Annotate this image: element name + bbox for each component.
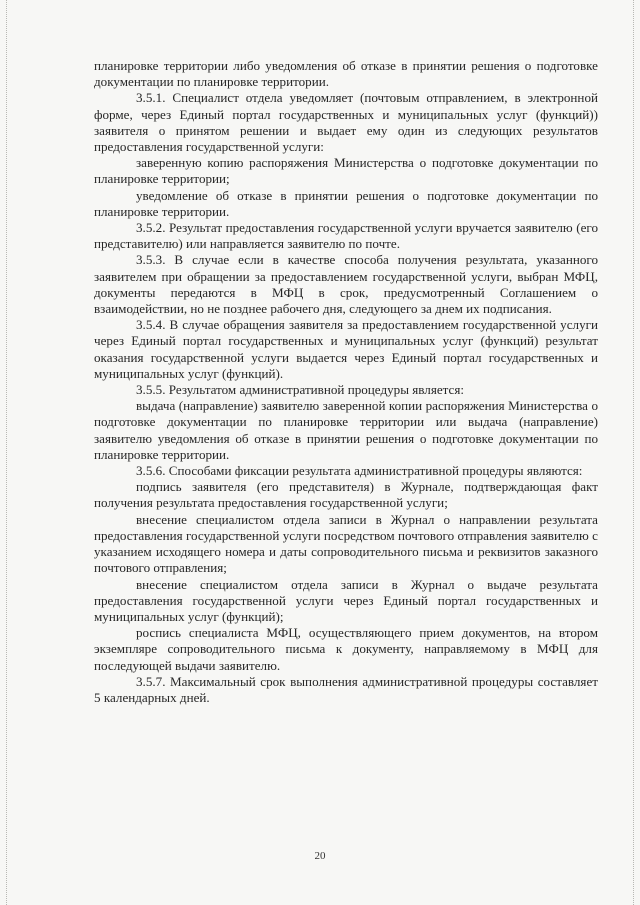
paragraph-signature: подпись заявителя (его представителя) в Журнале, подтверждающая факт получения результата предоставления государственной услуги;	[94, 479, 598, 511]
paragraph-3-5-4: 3.5.4. В случае обращения заявителя за предоставлением государственной услуги через Единый портал государственных и муниципальных услуг (функций) результат оказания государственной услуги выдается через Единый портал государственных и муниципальных услуг (функций).	[94, 317, 598, 381]
paragraph-journal-portal: внесение специалистом отдела записи в Журнал о выдаче результата предоставления государственной услуги через Единый портал государственных и муниципальных услуг (функций);	[94, 576, 598, 624]
paragraph-mfc-signature: роспись специалиста МФЦ, осуществляющего прием документов, на втором экземпляре сопроводительного письма к документу, направляемому в МФЦ для последующей выдачи заявителю.	[94, 625, 598, 673]
paragraph-issuance: выдача (направление) заявителю заверенной копии распоряжения Министерства о подготовке документации по планировке территории или выдача (направление) заявителю уведомления об отказе в принятии решения о подготовке документации по планировке территории.	[94, 398, 598, 462]
paragraph-3-5-5: 3.5.5. Результатом административной процедуры является:	[136, 382, 465, 398]
page-number: 20	[314, 850, 326, 862]
scan-edge-left	[0, 0, 7, 905]
paragraph-3-5-3: 3.5.3. В случае если в качестве способа получения результата, указанного заявителем при обращении за предоставлением государственной услуги, выбран МФЦ, документы передаются в МФЦ в срок, предусмотренный Соглашением о взаимодействии, но не позднее рабочего дня, следующего за днем их подписания.	[94, 252, 598, 317]
document-body	[94, 58, 598, 706]
paragraph-journal-mail: внесение специалистом отдела записи в Журнал о направлении результата предоставления государственной услуги посредством почтового отправления заявителю с указанием исходящего номера и даты сопроводительного письма и реквизитов заказного почтового отправления;	[94, 511, 598, 576]
paragraph-3-5-1: 3.5.1. Специалист отдела уведомляет (почтовым отправлением, в электронной форме, через Единый портал государственных и муниципальных услуг (функций)) заявителя о принятом решении и выдает ему один из следующих результатов предоставления государственной услуги:	[94, 90, 598, 155]
paragraph-3-5-6: 3.5.6. Способами фиксации результата административной процедуры являются:	[136, 463, 583, 479]
scan-edge-right	[633, 0, 640, 905]
paragraph-continuation: планировке территории либо уведомления об отказе в принятии решения о подготовке документации по планировке территории.	[94, 58, 598, 90]
paragraph-3-5-7: 3.5.7. Максимальный срок выполнения административной процедуры составляет 5 календарных дней.	[94, 673, 598, 705]
paragraph-result-copy: заверенную копию распоряжения Министерства о подготовке документации по планировке территории;	[94, 155, 598, 187]
paragraph-result-refusal: уведомление об отказе в принятии решения о подготовке документации по планировке территории.	[94, 187, 598, 219]
paragraph-3-5-2: 3.5.2. Результат предоставления государственной услуги вручается заявителю (его представителю) или направляется заявителю по почте.	[94, 220, 598, 252]
